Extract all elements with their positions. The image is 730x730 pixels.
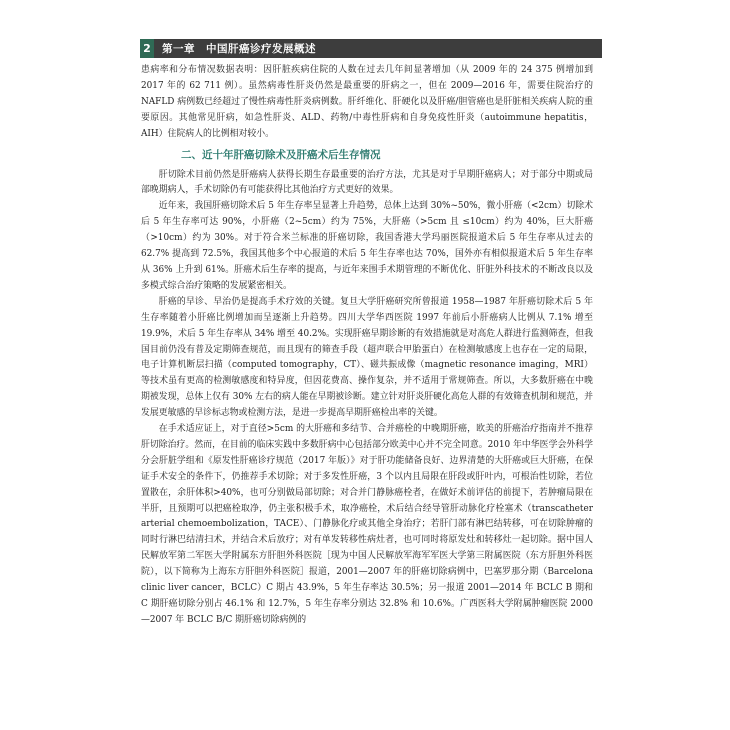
paragraph-prevalence: 患病率和分布情况数据表明：因肝脏疾病住院的人数在过去几年间显著增加（从 2009 年的 24 375 例增加到 2017 年的 62 711 例）。虽然病毒性肝炎仍然是最重要的肝病之一，但在 2009—2016 年，需要住院治疗的 NAFLD 病例数已经超过了慢性病毒性肝炎病例数。肝纤维化、肝硬化以及肝癌/胆管癌也是肝脏相关疾病人院的重要原因。其他常见肝病，如急性肝炎、ALD、药物/中毒性肝病和自身免疫性肝炎（autoimmune hepatitis，AIH）住院病人的比例相对较小。	[141, 65, 593, 139]
chapter-header-bar	[140, 39, 602, 58]
paragraph-resection-importance: 肝切除术目前仍然是肝癌病人获得长期生存最重要的治疗方法，尤其是对于早期肝癌病人；对于部分中期或局部晚期病人，手术切除仍有可能获得比其他治疗方式更好的效果。	[141, 169, 593, 196]
paragraph-early-diagnosis: 肝癌的早诊、早治仍是提高手术疗效的关键。复旦大学肝癌研究所曾报道 1958—1987 年肝癌切除术后 5 年生存率随着小肝癌比例增加而呈逐渐上升趋势。四川大学华西医院 1997 年前后小肝癌病人比例从 7.1% 增至 19.9%，术后 5 年生存率从 34% 增至 40.2%。实现肝癌早期诊断的有效措施就是对高危人群进行监测筛查，但我国目前仍没有普及定期筛查规范，而且现有的筛查手段（超声联合甲胎蛋白）在检测敏感度上也存在一定的局限，电子计算机断层扫描（computed tomography，CT）、磁共振成像（magnetic resonance imaging，MRI）等技术虽有更高的检测敏感度和特异度，但因花费高、操作复杂，并不适用于常规筛查。所以，大多数肝癌在中晚期被发现，总体上仅有 30% 左右的病人能在早期被诊断。建立针对肝炎肝硬化高危人群的有效筛查机制和规范，并发展更敏感的早诊标志物或检测方法，是进一步提高早期肝癌检出率的关键。	[141, 296, 593, 419]
paragraph-surgical-indications: 在手术适应证上，对于直径>5cm 的大肝癌和多结节、合并癌栓的中晚期肝癌，欧美的肝癌治疗指南并不推荐肝切除治疗。然而，在目前的临床实践中多数肝病中心包括部分欧美中心并不完全同意。2010 年中华医学会外科学分会肝脏学组和《原发性肝癌诊疗规范（2017 年版）》对于肝功能储备良好、边界清楚的大肝癌或巨大肝癌，在保证手术安全的条件下，仍推荐手术切除；对于多发性肝癌，3 个以内且局限在肝段或肝叶内，可根治性切除，若位置散在，余肝体积>40%，也可分别做局部切除；对合并门静脉癌栓者，在做好术前评估的前提下，若肿瘤局限在半肝，且预期可以把癌栓取净，仍主张积极手术，取净癌栓，术后结合经导管肝动脉化疗栓塞术（transcatheter arterial chemoembolization，TACE）、门静脉化疗或其他全身治疗；若肝门部有淋巴结转移，可在切除肿瘤的同时行淋巴结清扫术，并结合术后放疗；对有单发转移性病灶者，也可同时将原发灶和转移灶一起切除。据中国人民解放军第二军医大学附属东方肝胆外科医院［现为中国人民解放军海军军医大学第三附属医院（东方肝胆外科医院），以下简称为上海东方肝胆外科医院］报道，2001—2007 年的肝癌切除病例中，巴塞罗那分期（Barcelona clinic liver cancer，BCLC）C 期占 43.9%，5 年生存率达 30.5%；另一报道 2001—2014 年 BCLC B 期和 C 期肝癌切除分别占 46.1% 和 12.7%，5 年生存率分别达 32.8% 和 10.6%。广西医科大学附属肿瘤医院 2000—2007 年 BCLC B/C 期肝癌切除病例的	[141, 424, 593, 625]
page-body	[141, 63, 593, 629]
page-number: 2	[140, 39, 154, 58]
chapter-title: 第一章 中国肝癌诊疗发展概述	[162, 43, 316, 55]
paragraph-survival-rates: 近年来，我国肝癌切除术后 5 年生存率呈显著上升趋势，总体上达到 30%~50%，微小肝癌（<2cm）切除术后 5 年生存率可达 90%，小肝癌（2~5cm）约为 75%，大肝癌（>5cm 且 ≤10cm）约为 40%，巨大肝癌（>10cm）约为 30%。对于符合米兰标准的肝癌切除，我国香港大学玛丽医院报道术后 5 年生存率从过去的 62.7% 提高到 72.5%，我国其他多个中心报道的术后 5 年生存率也达 70%，国外亦有相似报道术后 5 年生存率从 36% 上升到 61%。肝癌术后生存率的提高，与近年来围手术期管理的不断优化、肝脏外科技术的不断改良以及多模式综合治疗策略的发展紧密相关。	[141, 201, 593, 291]
section-title: 二、近十年肝癌切除术及肝癌术后生存情况	[181, 148, 381, 161]
